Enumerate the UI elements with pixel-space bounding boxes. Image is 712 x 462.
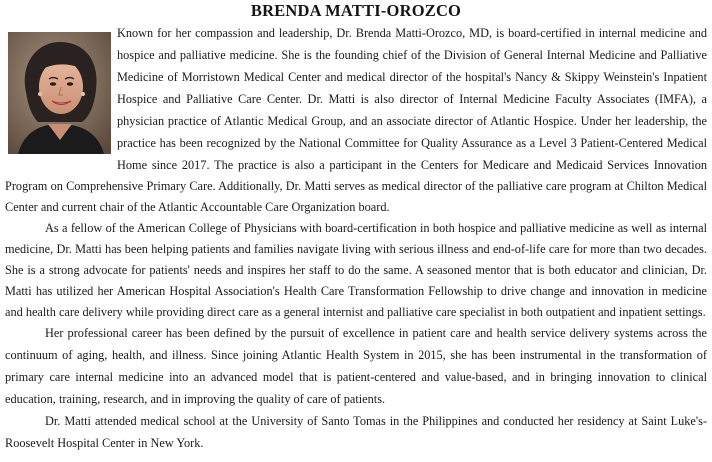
paragraph-line: practice has been recognized by the National Committee for Quality Assurance as a Level 3 Patient-Centered Medical xyxy=(117,136,707,150)
paragraph-line: Program on Comprehensive Primary Care. Additionally, Dr. Matti serves as medical director of the palliative care program at Chilton Medical xyxy=(5,179,707,193)
paragraph-line: physician practice of Atlantic Medical Group, and an associate director of Atlantic Hospice. Under her leadership, the xyxy=(117,114,707,128)
paragraph-line: education, training, research, and in improving the quality of care of patients. xyxy=(5,392,386,406)
paragraph-line: Matti has utilized her American Hospital Association's Health Care Transformation Fellowship to drive change and innovation in medicine xyxy=(5,284,707,298)
paragraph-line: Roosevelt Hospital Center in New York. xyxy=(5,436,204,450)
paragraph-line: Her professional career has been defined by the pursuit of excellence in patient care and health service delivery systems across the xyxy=(45,326,707,340)
paragraph-line: medicine, Dr. Matti has been helping patients and families navigate living with serious illness and end-of-life care for more than two decades. xyxy=(5,242,707,256)
paragraph-line: Home since 2017. The practice is also a participant in the Centers for Medicare and Medicaid Services Innovation xyxy=(117,158,707,172)
paragraph-line: primary care internal medicine into an advanced model that is patient-centered and value-based, and in bringing innovation to clinical xyxy=(5,370,707,384)
paragraph-line: Dr. Matti attended medical school at the University of Santo Tomas in the Philippines and conducted her residency at Saint Luke's- xyxy=(45,414,707,428)
paragraph-line: As a fellow of the American College of Physicians with board-certification in both hospice and palliative medicine as well as internal xyxy=(45,221,707,235)
paragraph-line: continuum of aging, health, and illness. Since joining Atlantic Health System in 2015, she has been instrumental in the transformation of xyxy=(5,348,707,362)
paragraph-line: Known for her compassion and leadership, Dr. Brenda Matti-Orozco, MD, is board-certified in internal medicine and xyxy=(117,26,707,40)
paragraph-line: and health care delivery while providing direct care as a general internist and palliative care specialist in both outpatient and inpatient settings. xyxy=(5,305,706,319)
paragraph-line: Hospice and Palliative Care Center. Dr. Matti is also director of Internal Medicine Faculty Associates (IMFA), a xyxy=(117,92,707,106)
paragraph-line: hospice and palliative medicine. She is the founding chief of the Division of General Internal Medicine and Palliative xyxy=(117,48,707,62)
paragraph-line: Center and current chair of the Atlantic Accountable Care Organization board. xyxy=(5,200,390,214)
paragraph-line: Medicine of Morristown Medical Center and medical director of the hospital's Nancy & Skippy Weinstein's Inpatient xyxy=(117,70,707,84)
paragraph-line: She is a strong advocate for patients' needs and inspires her staff to do the same. A seasoned mentor that is both educator and clinician, Dr. xyxy=(5,263,707,277)
page-title: BRENDA MATTI-OROZCO xyxy=(250,1,462,20)
